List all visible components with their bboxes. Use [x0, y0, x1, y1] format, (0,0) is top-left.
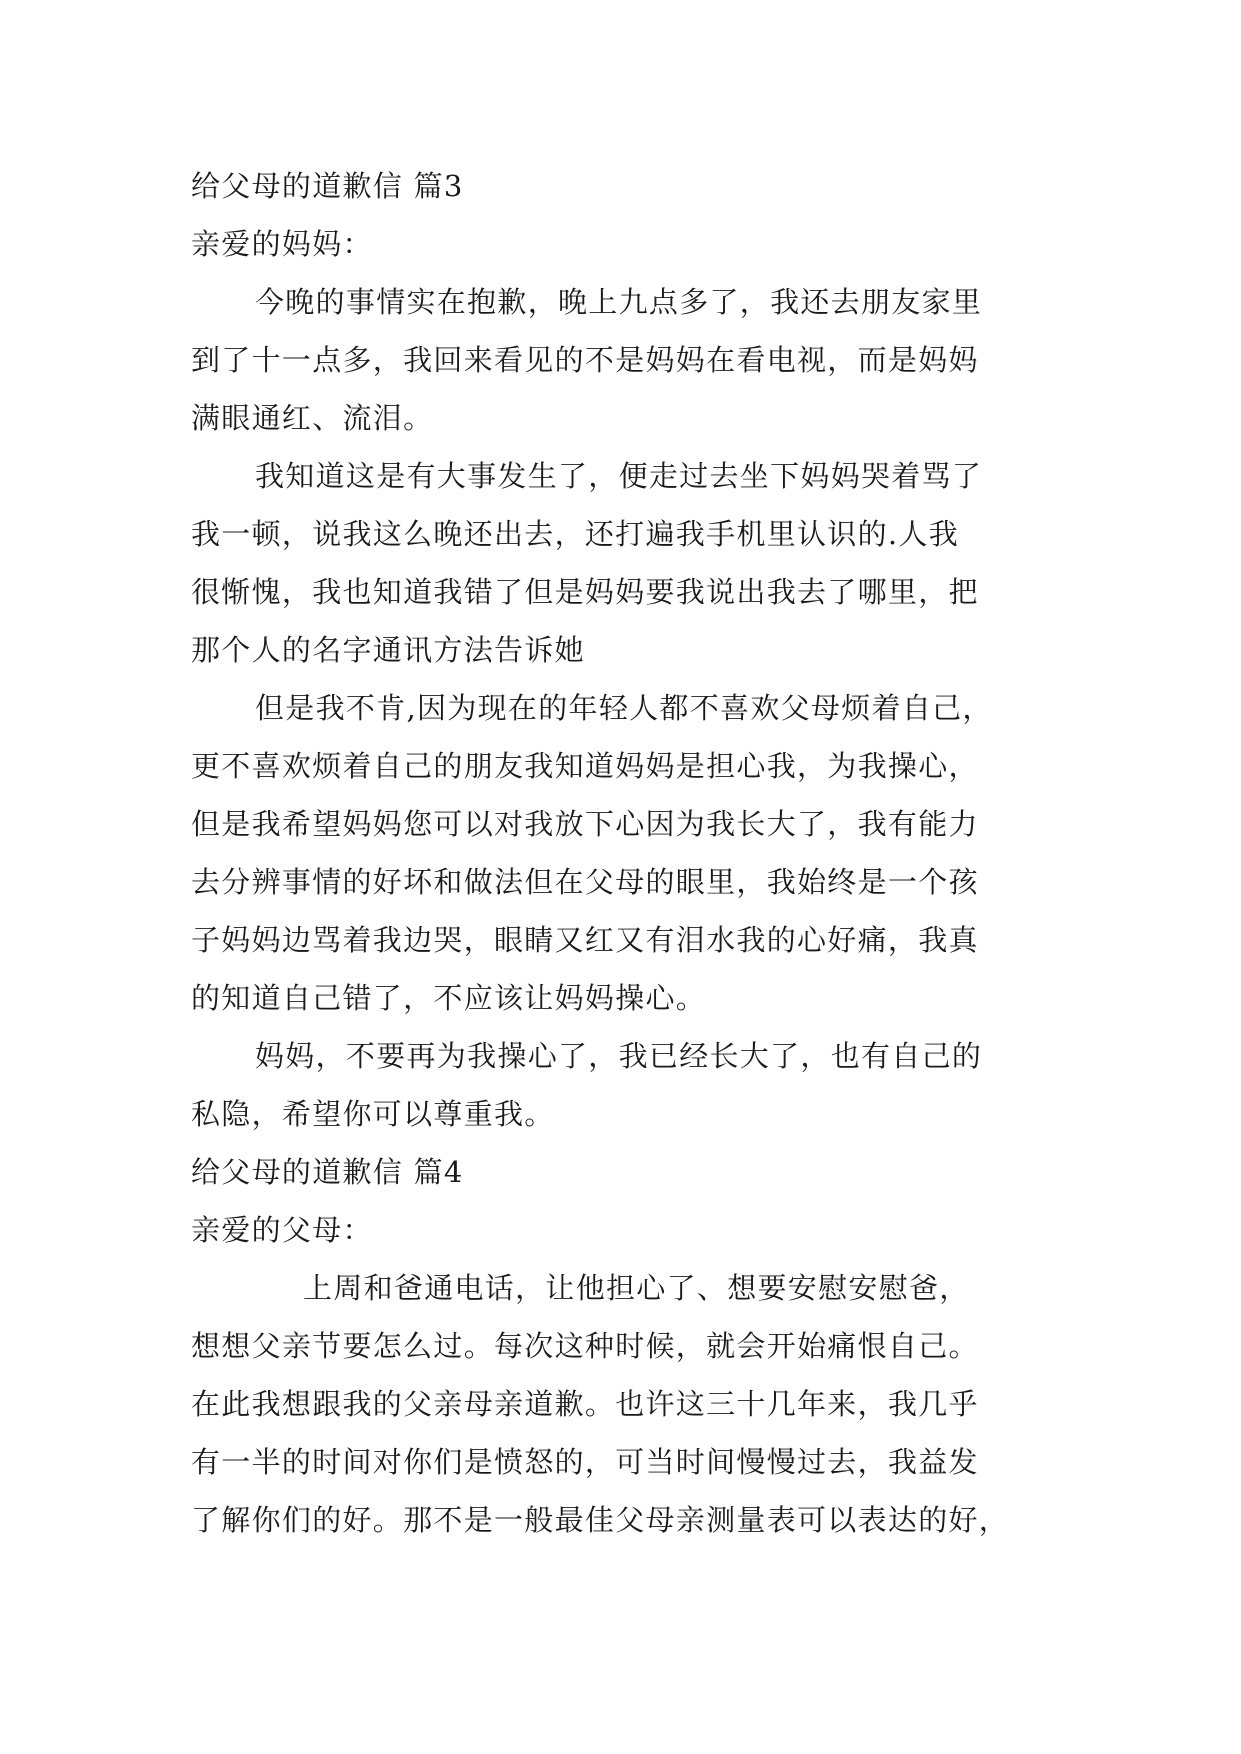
letter-4-title: 给父母的道歉信 篇4: [191, 1155, 464, 1189]
letter-3-paragraph-1: [191, 273, 1071, 447]
text-line: 我知道这是有大事发生了，便走过去坐下妈妈哭着骂了: [255, 459, 983, 493]
text-line: 在此我想跟我的父亲母亲道歉。也许这三十几年来，我几乎: [191, 1387, 979, 1421]
text-line: 很惭愧，我也知道我错了但是妈妈要我说出我去了哪里，把: [191, 575, 979, 609]
text-line: 今晚的事情实在抱歉，晚上九点多了，我还去朋友家里: [255, 285, 983, 319]
letter-3-paragraph-3: [191, 679, 1071, 1027]
text-line: 的知道自己错了，不应该让妈妈操心。: [191, 981, 707, 1015]
text-line: 去分辨事情的好坏和做法但在父母的眼里，我始终是一个孩: [191, 865, 979, 899]
text-line: 想想父亲节要怎么过。每次这种时候，就会开始痛恨自己。: [191, 1329, 979, 1363]
letter-3-paragraph-2: [191, 447, 1071, 679]
text-line: 但是我希望妈妈您可以对我放下心因为我长大了，我有能力: [191, 807, 979, 841]
text-line: 更不喜欢烦着自己的朋友我知道妈妈是担心我，为我操心，: [191, 749, 979, 783]
text-line: 妈妈，不要再为我操心了，我已经长大了，也有自己的: [255, 1039, 983, 1073]
text-line: 上周和爸通电话，让他担心了、想要安慰安慰爸，: [303, 1271, 970, 1305]
text-line: 满眼通红、流泪。: [191, 401, 434, 435]
text-line: 私隐，希望你可以尊重我。: [191, 1097, 555, 1131]
letter-4-salutation: 亲爱的父母：: [191, 1213, 373, 1247]
text-line: 到了十一点多，我回来看见的不是妈妈在看电视，而是妈妈: [191, 343, 979, 377]
text-line: 我一顿，说我这么晚还出去，还打遍我手机里认识的.人我: [191, 517, 960, 551]
text-line: 了解你们的好。那不是一般最佳父母亲测量表可以表达的好，: [191, 1503, 1010, 1537]
text-line: 有一半的时间对你们是愤怒的，可当时间慢慢过去，我益发: [191, 1445, 979, 1479]
letter-3-paragraph-4: [191, 1027, 1071, 1143]
document-page: [191, 157, 1071, 1549]
text-line: 子妈妈边骂着我边哭，眼睛又红又有泪水我的心好痛，我真: [191, 923, 979, 957]
text-line: 但是我不肯,因为现在的年轻人都不喜欢父母烦着自己，: [255, 691, 993, 725]
text-line: 那个人的名字通讯方法告诉她: [191, 633, 585, 667]
letter-3-salutation: 亲爱的妈妈：: [191, 227, 373, 261]
letter-4-paragraph-1: [191, 1259, 1071, 1549]
letter-3-title: 给父母的道歉信 篇3: [191, 169, 464, 203]
